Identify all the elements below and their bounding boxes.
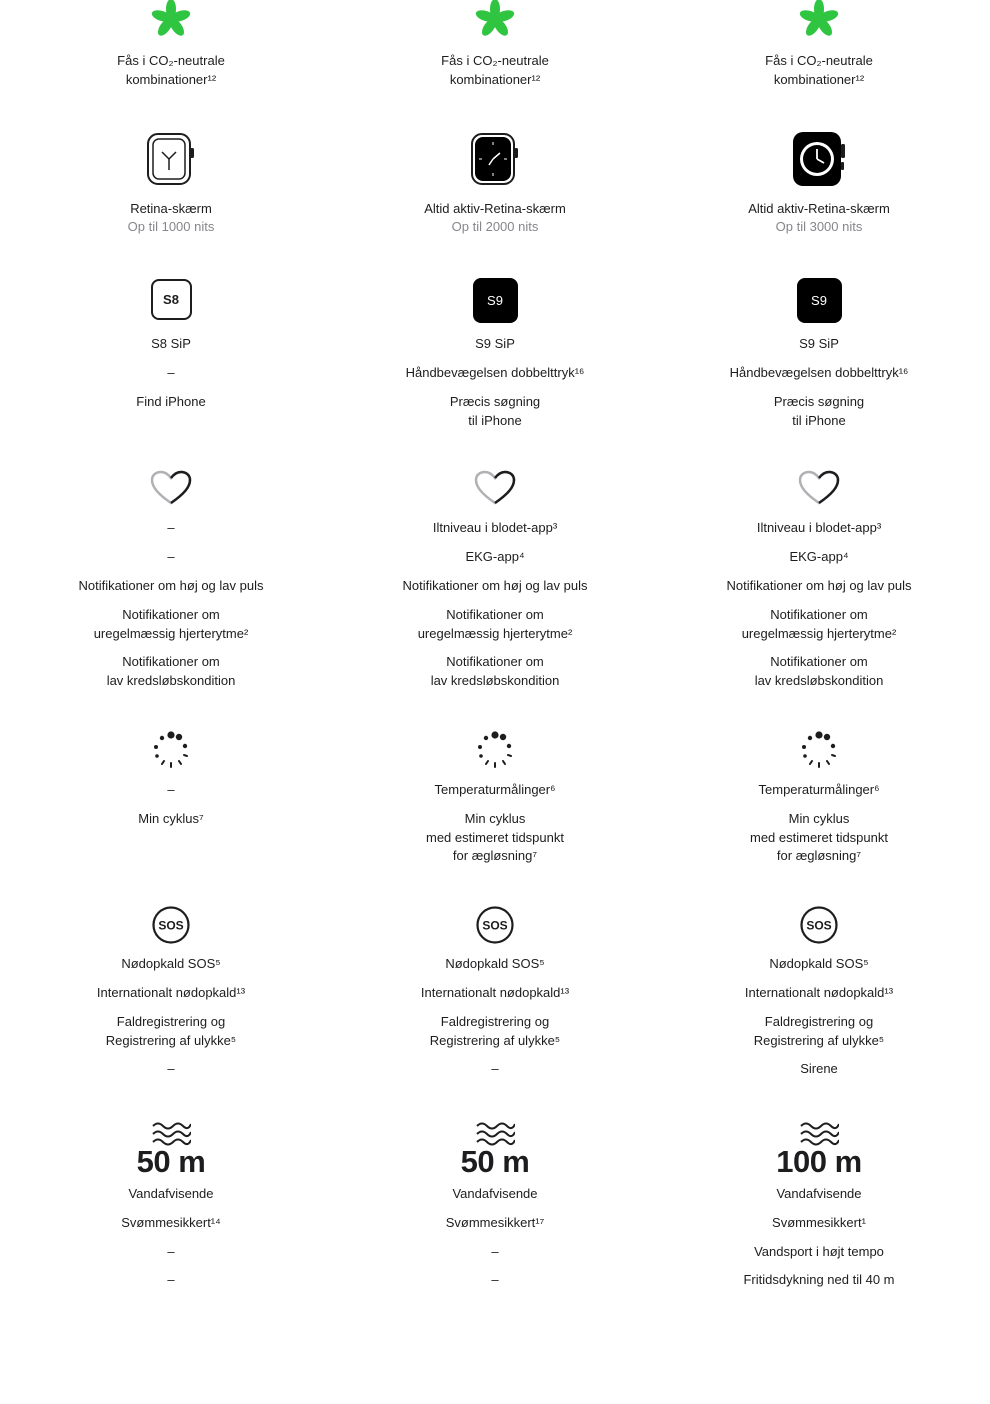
cardio-fitness-notifications: Notifikationer om lav kredsløbskondition — [430, 654, 560, 688]
heart-rate-notifications: Notifikationer om høj og lav puls — [726, 578, 912, 593]
sos-icon-label: SOS — [158, 918, 184, 933]
recreational-diving-feature: – — [167, 1272, 175, 1287]
siren-feature: Sirene — [800, 1061, 838, 1076]
cardio-fitness-notifications: Notifikationer om lav kredsløbskondition — [106, 654, 236, 688]
precision-finding-feature: Præcis søgning til iPhone — [449, 394, 541, 428]
heart-icon — [345, 470, 645, 506]
display-title: Retina-skærm — [130, 201, 212, 216]
cycle-tracking-feature: Min cyklus med estimeret tidspunkt for ægløsning⁷ — [749, 811, 888, 863]
fall-crash-detection-feature: Faldregistrering og Registrering af ulykke⁵ — [753, 1014, 885, 1048]
carbon-neutral-text: Fås i CO₂-neutrale kombinationer¹² — [117, 53, 225, 87]
water-resistance-depth: 50 m — [460, 1144, 530, 1179]
recreational-diving-feature: Fritidsdykning ned til 40 m — [743, 1272, 895, 1287]
irregular-rhythm-notifications: Notifikationer om uregelmæssig hjerterytme² — [741, 607, 897, 641]
heart-rate-notifications: Notifikationer om høj og lav puls — [402, 578, 588, 593]
cycle-tracking-icon — [669, 730, 969, 770]
chip-name: S8 SiP — [151, 336, 191, 351]
display-brightness: Op til 3000 nits — [775, 219, 863, 234]
water-sports-feature: Vandsport i højt tempo — [754, 1244, 884, 1259]
chip-label: S8 — [151, 279, 192, 320]
siren-feature: – — [491, 1061, 499, 1076]
blood-oxygen-feature: – — [167, 520, 175, 535]
sos-icon — [669, 905, 969, 945]
chip-s9-icon — [345, 278, 645, 323]
blood-oxygen-feature: Iltniveau i blodet-app³ — [432, 520, 558, 535]
siren-feature: – — [167, 1061, 175, 1076]
ecg-feature: EKG-app⁴ — [789, 549, 849, 564]
temperature-feature: Temperaturmålinger⁶ — [434, 782, 556, 797]
heart-icon — [21, 470, 321, 506]
water-resistant-feature: Vandafvisende — [776, 1186, 862, 1201]
watch-ultra-icon — [669, 130, 969, 188]
swimproof-feature: Svømmesikkert¹ — [772, 1215, 866, 1230]
recreational-diving-feature: – — [491, 1272, 499, 1287]
carbon-neutral-text: Fås i CO₂-neutrale kombinationer¹² — [765, 53, 873, 87]
leaf-icon — [21, 0, 321, 40]
irregular-rhythm-notifications: Notifikationer om uregelmæssig hjerterytme² — [93, 607, 249, 641]
cycle-tracking-feature: Min cyklus med estimeret tidspunkt for ægløsning⁷ — [425, 811, 564, 863]
heart-rate-notifications: Notifikationer om høj og lav puls — [78, 578, 264, 593]
international-emergency-feature: Internationalt nødopkald¹³ — [96, 985, 246, 1000]
display-brightness: Op til 2000 nits — [451, 219, 539, 234]
watch-se-icon — [21, 132, 321, 186]
sos-icon-label: SOS — [806, 918, 832, 933]
ecg-feature: – — [167, 549, 175, 564]
double-tap-feature: – — [167, 365, 175, 380]
find-iphone-feature: Find iPhone — [136, 394, 206, 409]
heart-icon — [669, 470, 969, 506]
leaf-icon — [345, 0, 645, 40]
international-emergency-feature: Internationalt nødopkald¹³ — [744, 985, 894, 1000]
double-tap-feature: Håndbevægelsen dobbelttryk¹⁶ — [729, 365, 909, 380]
water-resistance-depth: 100 m — [776, 1144, 862, 1179]
precision-finding-feature: Præcis søgning til iPhone — [773, 394, 865, 428]
irregular-rhythm-notifications: Notifikationer om uregelmæssig hjerterytme² — [417, 607, 573, 641]
watch-series9-icon — [345, 132, 645, 186]
chip-name: S9 SiP — [475, 336, 515, 351]
fall-crash-detection-feature: Faldregistrering og Registrering af ulykke⁵ — [105, 1014, 237, 1048]
chip-name: S9 SiP — [799, 336, 839, 351]
emergency-sos-feature: Nødopkald SOS⁵ — [769, 956, 869, 971]
swimproof-feature: Svømmesikkert¹⁷ — [445, 1215, 545, 1230]
cycle-tracking-icon — [345, 730, 645, 770]
blood-oxygen-feature: Iltniveau i blodet-app³ — [756, 520, 882, 535]
display-title: Altid aktiv-Retina-skærm — [748, 201, 890, 216]
temperature-feature: – — [167, 782, 175, 797]
chip-s8-icon — [21, 279, 321, 320]
cardio-fitness-notifications: Notifikationer om lav kredsløbskondition — [754, 654, 884, 688]
ecg-feature: EKG-app⁴ — [465, 549, 525, 564]
chip-label: S9 — [797, 278, 842, 323]
emergency-sos-feature: Nødopkald SOS⁵ — [445, 956, 545, 971]
water-sports-feature: – — [491, 1244, 499, 1259]
sos-icon-label: SOS — [482, 918, 508, 933]
display-brightness: Op til 1000 nits — [127, 219, 215, 234]
sos-icon — [345, 905, 645, 945]
leaf-icon — [669, 0, 969, 40]
water-resistant-feature: Vandafvisende — [452, 1186, 538, 1201]
swimproof-feature: Svømmesikkert¹⁴ — [121, 1215, 221, 1230]
carbon-neutral-text: Fås i CO₂-neutrale kombinationer¹² — [441, 53, 549, 87]
sos-icon — [21, 905, 321, 945]
fall-crash-detection-feature: Faldregistrering og Registrering af ulykke⁵ — [429, 1014, 561, 1048]
chip-s9-icon — [669, 278, 969, 323]
water-sports-feature: – — [167, 1244, 175, 1259]
international-emergency-feature: Internationalt nødopkald¹³ — [420, 985, 570, 1000]
water-resistance-depth: 50 m — [136, 1144, 206, 1179]
water-resistant-feature: Vandafvisende — [128, 1186, 214, 1201]
chip-label: S9 — [473, 278, 518, 323]
double-tap-feature: Håndbevægelsen dobbelttryk¹⁶ — [405, 365, 585, 380]
temperature-feature: Temperaturmålinger⁶ — [758, 782, 880, 797]
cycle-tracking-feature: Min cyklus⁷ — [138, 811, 204, 826]
cycle-tracking-icon — [21, 730, 321, 770]
emergency-sos-feature: Nødopkald SOS⁵ — [121, 956, 221, 971]
display-title: Altid aktiv-Retina-skærm — [424, 201, 566, 216]
